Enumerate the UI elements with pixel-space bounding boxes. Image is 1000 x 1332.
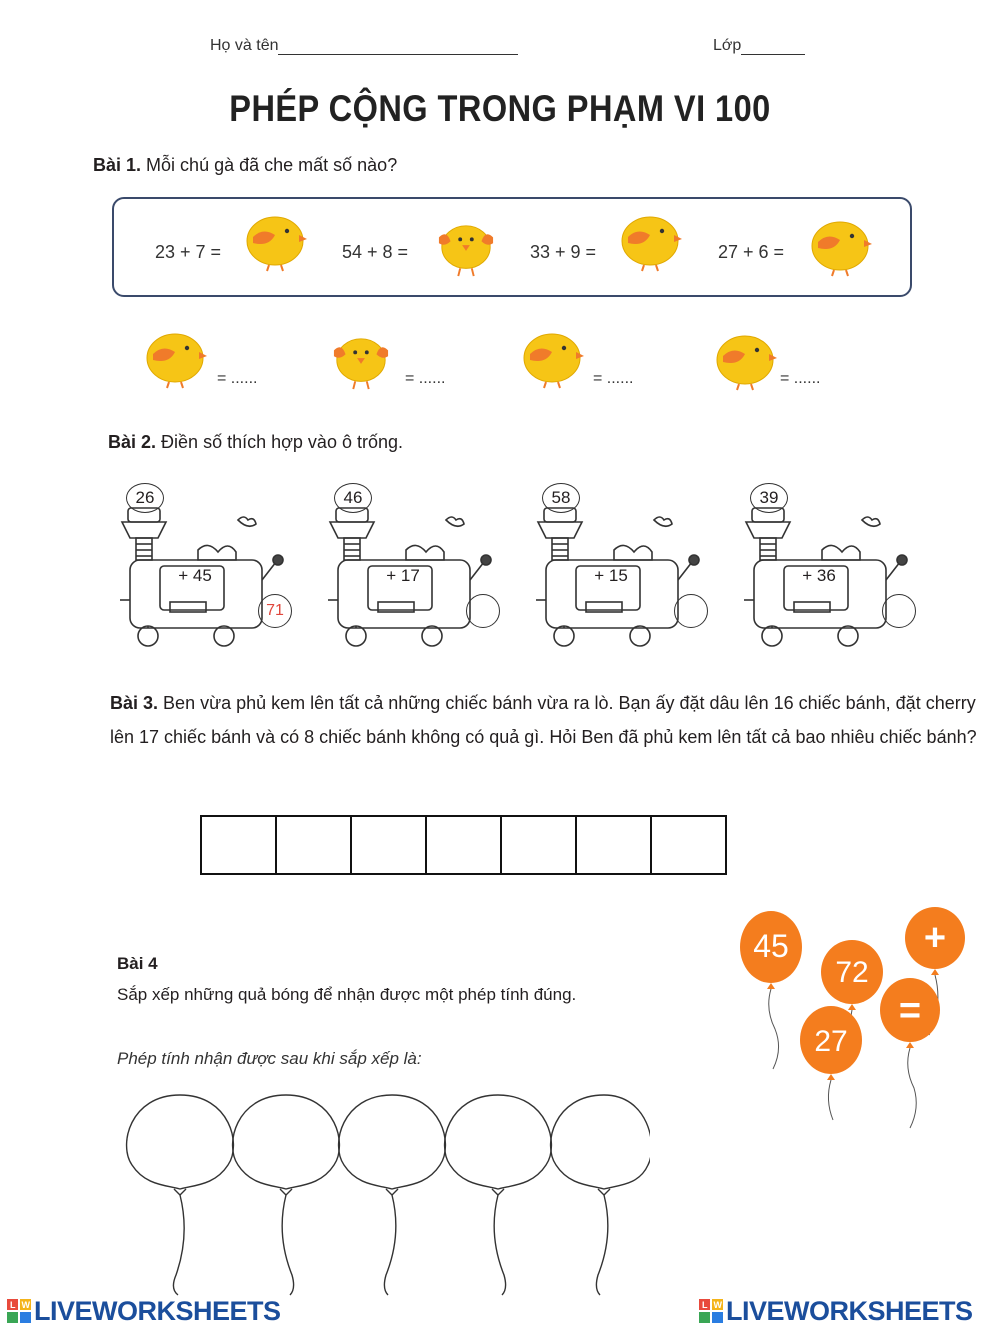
machine-op: + 15: [594, 566, 628, 585]
machine-output[interactable]: [674, 594, 708, 628]
svg-text:W: W: [713, 1300, 722, 1310]
machine-input: 46: [334, 483, 372, 513]
answer-balloon-4[interactable]: [445, 1095, 552, 1295]
answer-cell[interactable]: [650, 815, 727, 875]
chick-icon: [522, 330, 588, 390]
bai1-answer-4[interactable]: = ......: [780, 370, 821, 387]
bai1-eq-1: 23 + 7 =: [155, 242, 222, 262]
chick-icon: [810, 218, 876, 278]
svg-text:L: L: [10, 1300, 15, 1310]
machine-input: 39: [750, 483, 788, 513]
machine-4: [732, 480, 932, 660]
bai1-answer-3[interactable]: = ......: [593, 370, 634, 387]
brand-right: [699, 1296, 973, 1327]
bai1-text: Mỗi chú gà đã che mất số nào?: [146, 155, 398, 175]
balloon-45[interactable]: [740, 911, 802, 1069]
answer-balloon-2[interactable]: [233, 1095, 340, 1295]
bai3-text: Ben vừa phủ kem lên tất cả những chiếc bánh vừa ra lò. Bạn ấy đặt dâu lên 16 chiếc bánh, đặt cherry lên 17 chiếc bánh và có 8 chiếc bánh không có quả gì. Hỏi Ben đã phủ kem lên tất cả bao nhiêu chiếc bánh?: [110, 693, 977, 747]
machine-op: + 36: [802, 566, 836, 585]
class-label: Lớp: [713, 37, 742, 54]
liveworksheets-logo-icon: [7, 1299, 31, 1323]
answer-cell[interactable]: [350, 815, 427, 875]
bai1-answer-1[interactable]: = ......: [217, 370, 258, 387]
page-title: PHÉP CỘNG TRONG PHẠM VI 100: [229, 88, 771, 129]
machine-output[interactable]: 71: [258, 594, 292, 628]
answer-cell[interactable]: [200, 815, 277, 875]
machine-op: + 45: [178, 566, 212, 585]
bai1-label: Bài 1.: [93, 155, 142, 175]
brand-left: [7, 1296, 281, 1327]
name-label: Họ và tên: [210, 37, 279, 54]
bai3-question: [110, 686, 980, 754]
bai1-answer-2[interactable]: = ......: [405, 370, 446, 387]
svg-text:L: L: [702, 1300, 707, 1310]
chick-icon: [245, 213, 311, 275]
machine-1: [108, 480, 308, 660]
answer-cell[interactable]: [500, 815, 577, 875]
bai1-equation-box: [112, 197, 912, 297]
bai4-label: Bài 4: [117, 954, 158, 973]
answer-cell[interactable]: [425, 815, 502, 875]
machine-2: [316, 480, 516, 660]
name-blank[interactable]: [278, 54, 518, 55]
machine-3: [524, 480, 724, 660]
balloon-label: 72: [835, 956, 869, 989]
machine-op: + 17: [386, 566, 420, 585]
chick-icon: [145, 330, 213, 390]
bai2-question: [108, 432, 403, 453]
chick-icon: [715, 332, 781, 392]
answer-cell[interactable]: [275, 815, 352, 875]
class-blank[interactable]: [741, 54, 805, 55]
answer-balloon-1[interactable]: [127, 1095, 234, 1295]
answer-balloons: [110, 1085, 650, 1300]
chick-icon: [320, 333, 402, 391]
balloon-27[interactable]: [800, 1006, 862, 1120]
chick-icon: [620, 213, 686, 275]
bai4-text: Sắp xếp những quả bóng để nhận được một phép tính đúng.: [117, 985, 577, 1004]
bai3-answer-cells: [200, 815, 725, 875]
bai1-question: [93, 155, 397, 176]
brand-text: LIVEWORKSHEETS: [34, 1296, 281, 1326]
class-field: [713, 37, 805, 55]
bai2-text: Điền số thích hợp vào ô trống.: [161, 432, 403, 452]
bai1-eq-4: 27 + 6 =: [718, 242, 785, 262]
liveworksheets-logo-icon: [699, 1299, 723, 1323]
svg-text:W: W: [21, 1300, 30, 1310]
balloon-label: 27: [814, 1025, 848, 1058]
bai1-eq-3: 33 + 9 =: [530, 242, 597, 262]
balloon-equals[interactable]: [880, 978, 940, 1128]
machine-output[interactable]: [882, 594, 916, 628]
balloon-label: =: [898, 990, 922, 1032]
name-field: [210, 37, 518, 55]
machine-output[interactable]: [466, 594, 500, 628]
answer-cell[interactable]: [575, 815, 652, 875]
balloon-label: 45: [753, 928, 789, 964]
balloon-label: +: [923, 917, 947, 959]
chick-icon: [426, 220, 506, 278]
machine-input: 26: [126, 483, 164, 513]
answer-balloon-3[interactable]: [339, 1095, 446, 1295]
brand-text: LIVEWORKSHEETS: [726, 1296, 973, 1326]
bai3-label: Bài 3.: [110, 693, 159, 713]
machine-input: 58: [542, 483, 580, 513]
bai1-eq-2: 54 + 8 =: [342, 242, 409, 262]
bai2-label: Bài 2.: [108, 432, 157, 452]
answer-balloon-5[interactable]: [551, 1095, 650, 1295]
orange-balloons: [735, 905, 975, 1140]
bai4-result-label: Phép tính nhận được sau khi sắp xếp là:: [117, 1049, 422, 1068]
